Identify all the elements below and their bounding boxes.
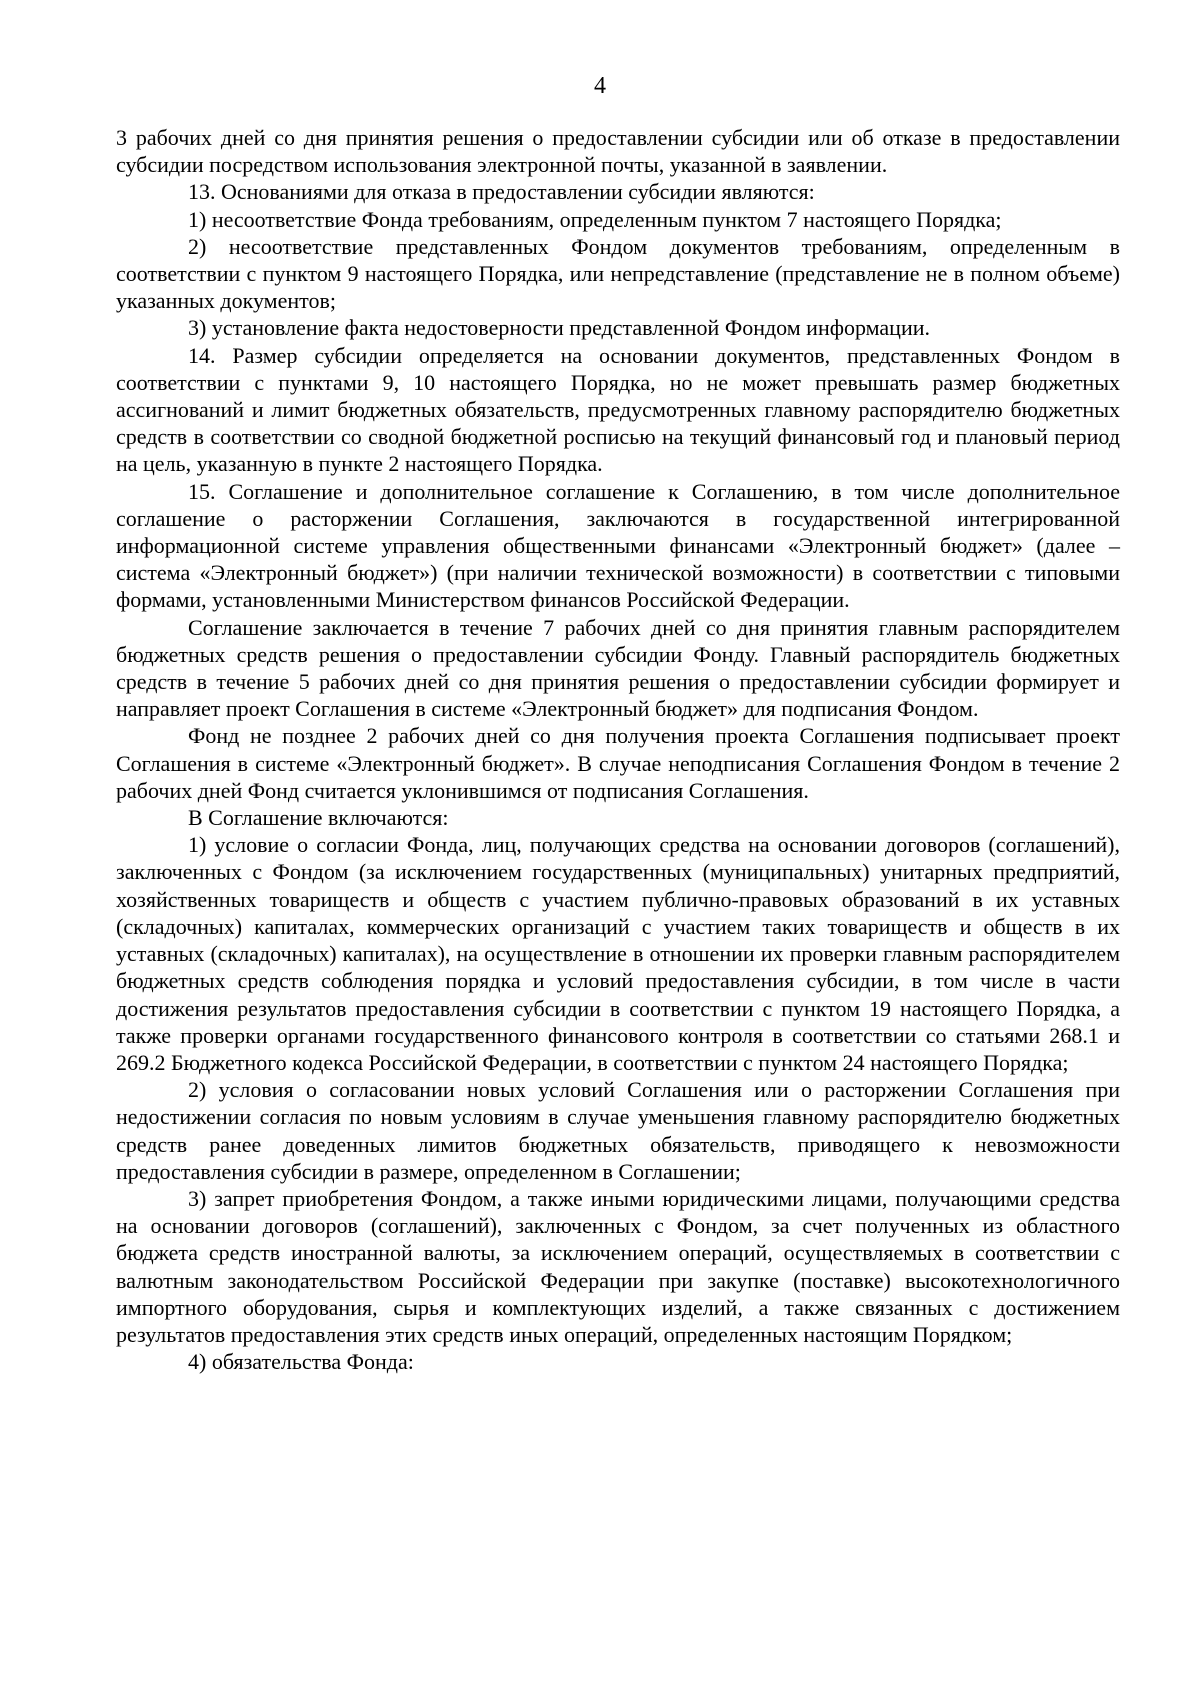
paragraph-15: 15. Соглашение и дополнительное соглашение к Соглашению, в том числе дополнительное соглашение о расторжении Соглашения, заключаются в государственной интегрированной информационной системе управления общественными финансами «Электронный бюджет» (далее – система «Электронный бюджет») (при наличии технической возможности) в соответствии с типовыми формами, установленными Министерством финансов Российской Федерации. [116, 478, 1120, 613]
page-number: 4 [594, 73, 606, 99]
list-item: 2) условия о согласовании новых условий Соглашения или о расторжении Соглашения при недостижении согласия по новым условиям в случае уменьшения главному распорядителю бюджетных средств ранее доведенных лимитов бюджетных обязательств, приводящего к невозможности предоставления субсидии в размере, определенном в Соглашении; [116, 1077, 1120, 1184]
paragraph-14: 14. Размер субсидии определяется на основании документов, представленных Фондом в соответствии с пунктами 9, 10 настоящего Порядка, но не может превышать размер бюджетных ассигнований и лимит бюджетных обязательств, предусмотренных главному распорядителю бюджетных средств в соответствии со сводной бюджетной росписью на текущий финансовый год и плановый период на цель, указанную в пункте 2 настоящего Порядка. [116, 342, 1120, 477]
paragraph: Соглашение заключается в течение 7 рабочих дней со дня принятия главным распорядителем бюджетных средств решения о предоставлении субсидии Фонду. Главный распорядитель бюджетных средств в течение 5 рабочих дней со дня принятия решения о предоставлении субсидии формирует и направляет проект Соглашения в системе «Электронный бюджет» для подписания Фондом. [116, 614, 1120, 722]
paragraph: В Соглашение включаются: [188, 805, 449, 831]
list-item: 1) несоответствие Фонда требованиям, определенным пунктом 7 настоящего Порядка; [188, 206, 1002, 232]
list-item: 3) установление факта недостоверности представленной Фондом информации. [188, 315, 930, 341]
list-item: 2) несоответствие представленных Фондом документов требованиям, определенным в соответствии с пунктом 9 настоящего Порядка, или непредставление (представление не в полном объеме) указанных документов; [116, 233, 1120, 314]
list-item: 3) запрет приобретения Фондом, а также иными юридическими лицами, получающими средства на основании договоров (соглашений), заключенных с Фондом, за счет полученных из областного бюджета средств иностранной валюты, за исключением операций, осуществляемых в соответствии с валютным законодательством Российской Федерации при закупке (поставке) высокотехнологичного импортного оборудования, сырья и комплектующих изделий, а также связанных с достижением результатов предоставления этих средств иных операций, определенных настоящим Порядком; [116, 1185, 1120, 1347]
list-item: 4) обязательства Фонда: [188, 1349, 414, 1375]
paragraph-13: 13. Основаниями для отказа в предоставлении субсидии являются: [188, 179, 815, 205]
paragraph: Фонд не позднее 2 рабочих дней со дня получения проекта Соглашения подписывает проект Соглашения в системе «Электронный бюджет». В случае неподписания Соглашения Фондом в течение 2 рабочих дней Фонд считается уклонившимся от подписания Соглашения. [116, 723, 1120, 803]
list-item: 1) условие о согласии Фонда, лиц, получающих средства на основании договоров (соглашений), заключенных с Фондом (за исключением государственных (муниципальных) унитарных предприятий, хозяйственных товариществ и обществ с участием публично-правовых образований в их уставных (складочных) капиталах, коммерческих организаций с участием таких товариществ и обществ в их уставных (складочных) капиталах), на осуществление в отношении их проверки главным распорядителем бюджетных средств соблюдения порядка и условий предоставления субсидии, в том числе в части достижения результатов предоставления субсидии в соответствии с пунктом 19 настоящего Порядка, а также проверки органами государственного финансового контроля в соответствии со статьями 268.1 и 269.2 Бюджетного кодекса Российской Федерации, в соответствии с пунктом 24 настоящего Порядка; [116, 832, 1120, 1075]
paragraph: 3 рабочих дней со дня принятия решения о предоставлении субсидии или об отказе в предоставлении субсидии посредством использования электронной почты, указанной в заявлении. [116, 125, 1120, 178]
document-body [116, 124, 1120, 1375]
